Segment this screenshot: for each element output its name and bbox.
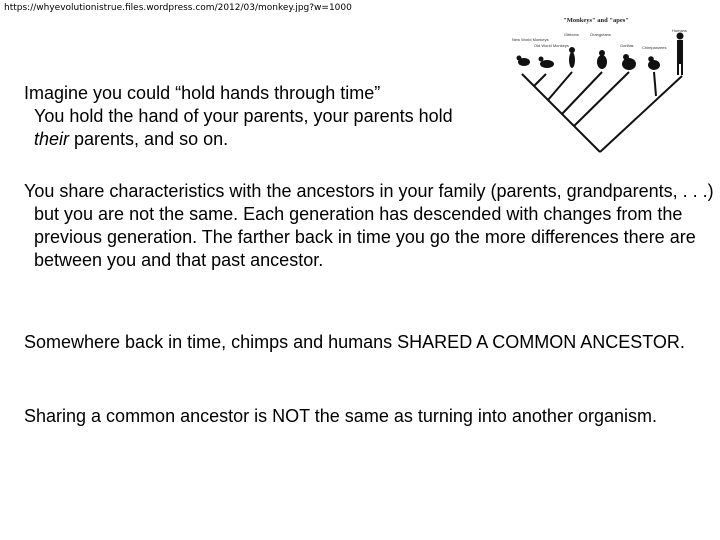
paragraph-hold-hands-line3-rest: parents, and so on.	[69, 129, 229, 149]
paragraph-hold-hands	[24, 82, 514, 151]
paragraph-shared-characteristics-text: You share characteristics with the ancestors in your family (parents, grandparents, . . .) but you are not the same. Each generation has descended with changes from the previous generation. The farther back in time you go the more differences there are between you and that past ancestor.	[24, 181, 714, 270]
primate-phylogeny-figure	[504, 14, 698, 154]
taxon-label-gibbons: Gibbons	[564, 32, 579, 37]
image-source-url: https://whyevolutionistrue.files.wordpress.com/2012/03/monkey.jpg?w=1000	[4, 3, 352, 13]
paragraph-common-ancestor	[24, 331, 718, 354]
taxon-label-orangutans: Orangutans	[590, 32, 611, 37]
figure-title: "Monkeys" and "apes"	[563, 17, 629, 24]
paragraph-not-turning-text: Sharing a common ancestor is NOT the same as turning into another organism.	[24, 406, 657, 426]
taxon-label-gorillas: Gorillas	[620, 43, 634, 48]
paragraph-hold-hands-line1: Imagine you could “hold hands through time”	[24, 83, 381, 103]
paragraph-common-ancestor-text: Somewhere back in time, chimps and humans SHARED A COMMON ANCESTOR.	[24, 332, 685, 352]
taxon-label-new-world: New World Monkeys	[512, 37, 549, 42]
paragraph-shared-characteristics	[24, 180, 718, 272]
taxon-label-old-world: Old World Monkeys	[534, 43, 569, 48]
emphasis-their: their	[34, 129, 70, 149]
paragraph-hold-hands-line3	[34, 128, 514, 151]
taxon-label-humans: Humans	[672, 28, 687, 33]
paragraph-not-turning	[24, 405, 718, 428]
taxon-label-chimpanzees: Chimpanzees	[642, 45, 667, 50]
paragraph-hold-hands-line2: You hold the hand of your parents, your parents hold	[34, 106, 453, 126]
phylogeny-tree-diagram	[504, 14, 698, 154]
tree-branches	[522, 72, 682, 152]
